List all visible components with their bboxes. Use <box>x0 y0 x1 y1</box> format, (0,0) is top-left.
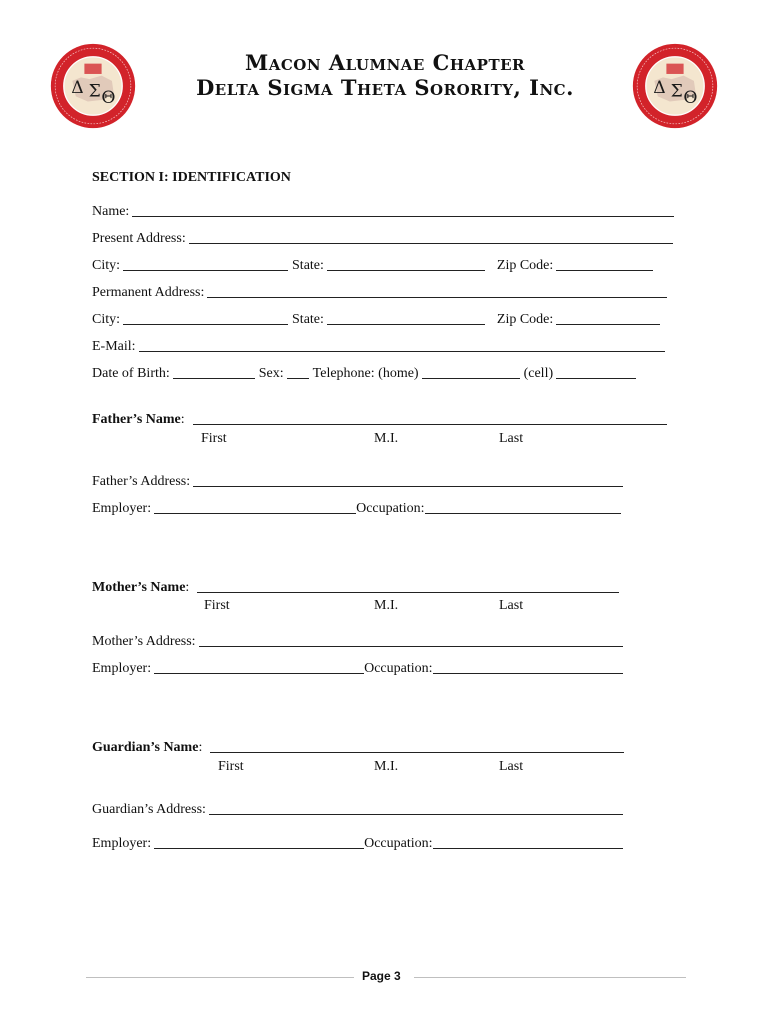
dob-sex-phone-row <box>92 362 636 382</box>
name-label: Name: <box>92 204 130 219</box>
guardian-mi-caption: M.I. <box>374 759 399 774</box>
guardian-address-row <box>92 798 623 818</box>
mother-occupation-label: Occupation: <box>364 661 433 676</box>
father-occupation-label: Occupation: <box>356 501 425 516</box>
email-label: E-Mail: <box>92 339 136 354</box>
guardian-employer-row <box>92 832 623 852</box>
father-name-label: Father’s Name <box>92 412 181 427</box>
mother-employer-field[interactable] <box>154 659 364 674</box>
guardian-employer-field[interactable] <box>154 834 364 849</box>
city-state-zip-row-1 <box>92 254 653 274</box>
permanent-city-field[interactable] <box>123 310 288 325</box>
state-field[interactable] <box>327 256 485 271</box>
mother-address-field[interactable] <box>199 632 623 647</box>
permanent-zip-field[interactable] <box>556 310 660 325</box>
guardian-name-field[interactable] <box>210 738 624 753</box>
mother-name-row: Mother’s Name : <box>92 576 619 596</box>
permanent-address-label: Permanent Address: <box>92 285 205 300</box>
svg-text:Δ: Δ <box>71 77 84 98</box>
footer-rule-right <box>414 977 686 978</box>
zip-label: Zip Code: <box>496 312 554 327</box>
telephone-home-field[interactable] <box>422 364 520 379</box>
father-name-row: Father’s Name : <box>92 408 667 428</box>
city-label: City: <box>92 312 121 327</box>
guardian-last-caption: Last <box>499 759 524 774</box>
father-name-field[interactable] <box>193 410 667 425</box>
page-number: Page 3 <box>362 969 401 983</box>
father-employer-row <box>92 497 621 517</box>
father-first-caption: First <box>201 431 227 446</box>
mother-occupation-field[interactable] <box>433 659 623 674</box>
city-label: City: <box>92 258 121 273</box>
present-address-label: Present Address: <box>92 231 186 246</box>
dob-label: Date of Birth: <box>92 366 170 381</box>
mother-first-caption: First <box>204 598 230 613</box>
mother-mi-caption: M.I. <box>374 598 399 613</box>
mother-name-label: Mother’s Name <box>92 580 186 595</box>
cell-label: (cell) <box>523 366 554 381</box>
guardian-name-row: Guardian’s Name : <box>92 736 624 756</box>
dob-field[interactable] <box>173 364 255 379</box>
chapter-seal-right <box>632 43 718 129</box>
mother-employer-row <box>92 657 623 677</box>
city-state-zip-row-2 <box>92 308 660 328</box>
section-title: SECTION I: IDENTIFICATION <box>92 170 291 185</box>
email-row <box>92 335 665 355</box>
telephone-home-label: Telephone: (home) <box>312 366 419 381</box>
zip-label: Zip Code: <box>496 258 554 273</box>
sex-field[interactable] <box>287 364 309 379</box>
permanent-state-field[interactable] <box>327 310 485 325</box>
father-employer-label: Employer: <box>92 501 152 516</box>
name-row <box>92 200 674 220</box>
mother-name-field[interactable] <box>197 578 619 593</box>
email-field[interactable] <box>139 337 665 352</box>
present-address-field[interactable] <box>189 229 673 244</box>
svg-text:Σ: Σ <box>670 81 683 102</box>
state-label: State: <box>292 312 324 327</box>
father-last-caption: Last <box>499 431 524 446</box>
delta-seal-icon <box>632 43 718 129</box>
permanent-address-row <box>92 281 667 301</box>
name-field[interactable] <box>132 202 674 217</box>
svg-text:Θ: Θ <box>101 88 116 109</box>
guardian-name-label: Guardian’s Name <box>92 740 199 755</box>
delta-seal-icon <box>50 43 136 129</box>
father-occupation-field[interactable] <box>425 499 621 514</box>
mother-address-label: Mother’s Address: <box>92 634 196 649</box>
father-mi-caption: M.I. <box>374 431 399 446</box>
guardian-address-label: Guardian’s Address: <box>92 802 206 817</box>
present-address-row <box>92 227 673 247</box>
footer-rule-left <box>86 977 354 978</box>
state-label: State: <box>292 258 324 273</box>
permanent-address-field[interactable] <box>207 283 667 298</box>
city-field[interactable] <box>123 256 288 271</box>
guardian-employer-label: Employer: <box>92 836 152 851</box>
father-employer-field[interactable] <box>154 499 356 514</box>
father-address-label: Father’s Address: <box>92 474 191 489</box>
mother-address-row <box>92 630 623 650</box>
guardian-address-field[interactable] <box>209 800 623 815</box>
mother-last-caption: Last <box>499 598 524 613</box>
page-title-line-2: Delta Sigma Theta Sorority, Inc. <box>196 75 574 100</box>
sex-label: Sex: <box>258 366 284 381</box>
guardian-first-caption: First <box>218 759 244 774</box>
svg-text:Δ: Δ <box>653 77 666 98</box>
guardian-occupation-label: Occupation: <box>364 836 433 851</box>
page-title-line-1: Macon Alumnae Chapter <box>244 50 526 75</box>
cell-field[interactable] <box>556 364 636 379</box>
guardian-occupation-field[interactable] <box>433 834 623 849</box>
chapter-seal-left <box>50 43 136 129</box>
zip-field[interactable] <box>556 256 653 271</box>
mother-employer-label: Employer: <box>92 661 152 676</box>
svg-text:Σ: Σ <box>88 81 101 102</box>
father-address-field[interactable] <box>193 472 623 487</box>
svg-text:Θ: Θ <box>683 88 698 109</box>
father-address-row <box>92 470 623 490</box>
